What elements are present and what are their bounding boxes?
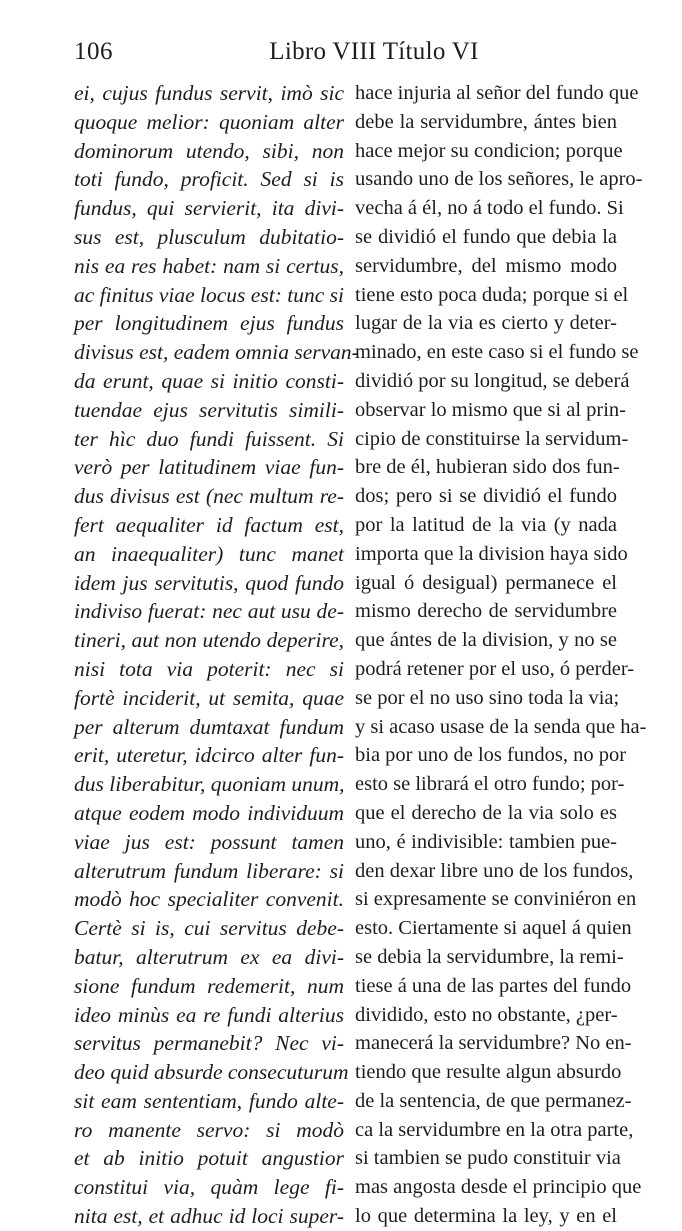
spanish-text-line: ca la servidumbre en la otra parte,	[355, 1118, 634, 1141]
spanish-text-column	[355, 79, 647, 1231]
latin-text-line: an inaequaliter) tunc manet	[74, 541, 344, 566]
spanish-text-line: servidumbre, del mismo modo	[355, 254, 617, 277]
spanish-text-line: den dexar libre uno de los fundos,	[355, 859, 634, 882]
latin-text-line: tineri, aut non utendo deperire,	[74, 628, 344, 653]
spanish-text-line: hace mejor su condicion; porque	[355, 139, 623, 162]
spanish-text-line: que ántes de la division, y no se	[355, 629, 617, 652]
spanish-text-line: mas angosta desde el principio que	[355, 1176, 642, 1199]
latin-text-line: per alterum dumtaxat fundum	[74, 714, 344, 739]
spanish-text-line: manecerá la servidumbre? No en-	[355, 1032, 632, 1055]
latin-text-line: toti fundo, proficit. Sed si is	[74, 167, 344, 192]
spanish-text-line: minado, en este caso si el fundo se	[355, 341, 639, 364]
spanish-text-line: tiese á una de las partes del fundo	[355, 974, 632, 997]
latin-text-line: dus liberabitur, quoniam unum,	[74, 772, 345, 797]
latin-text-line: dus divisus est (nec multum re-	[74, 484, 344, 509]
latin-text-line: nita est, et adhuc id loci super-	[74, 1204, 344, 1229]
spanish-text-line: esto. Ciertamente si aquel á quien	[355, 917, 632, 940]
spanish-text-line: por la latitud de la via (y nada	[355, 513, 617, 536]
spanish-text-line: cipio de constituirse la servidum-	[355, 427, 629, 450]
spanish-text-line: y si acaso usase de la senda que ha-	[355, 715, 647, 738]
spanish-text-line: de la sentencia, de que permanez-	[355, 1089, 632, 1112]
latin-text-line: verò per latitudinem viae fun-	[74, 455, 344, 480]
latin-text-line: viae jus est: possunt tamen	[74, 829, 344, 854]
page-number: 106	[74, 38, 113, 65]
latin-text-line: tuendae ejus servitutis simili-	[74, 397, 344, 422]
latin-text-line: nisi tota via poterit: nec si	[74, 656, 344, 681]
running-head	[74, 38, 634, 72]
latin-text-line: divisus est, eadem omnia servan-	[74, 340, 359, 365]
spanish-text-line: debe la servidumbre, ántes bien	[355, 110, 617, 133]
spanish-text-line: se debia la servidumbre, la remi-	[355, 945, 624, 968]
latin-text-line: erit, uteretur, idcirco alter fun-	[74, 743, 344, 768]
latin-text-line: ac finitus viae locus est: tunc si	[74, 282, 344, 307]
spanish-text-line: usando uno de los señores, le apro-	[355, 168, 643, 191]
page-header-title: Libro VIII Título VI	[269, 38, 479, 65]
spanish-text-line: si tambien se pudo constituir via	[355, 1147, 621, 1170]
latin-text-line: ei, cujus fundus servit, imò sic	[74, 81, 344, 105]
spanish-text-line: importa que la division haya sido	[355, 542, 628, 565]
spanish-text-line: lugar de la via es cierto y deter-	[355, 312, 617, 335]
latin-text-column	[74, 79, 359, 1231]
spanish-text-line: dividido, esto no obstante, ¿per-	[355, 1003, 618, 1026]
latin-text-line: sus est, plusculum dubitatio-	[74, 224, 344, 249]
latin-text-line: modò hoc specialiter convenit.	[74, 887, 344, 912]
latin-text-line: alterutrum fundum liberare: si	[74, 858, 344, 883]
latin-text-line: constitui via, quàm lege fi-	[74, 1175, 344, 1200]
spanish-text-line: mismo derecho de servidumbre	[355, 600, 617, 623]
latin-text-line: da erunt, quae si initio consti-	[74, 368, 344, 393]
latin-text-line: quoque melior: quoniam alter	[74, 109, 344, 134]
latin-text-line: nis ea res habet: nam si certus,	[74, 253, 344, 278]
latin-text-line: Certè si is, cui servitus debe-	[74, 916, 344, 941]
spanish-text-line: se dividió el fundo que debia la	[355, 225, 617, 248]
spanish-text-line: hace injuria al señor del fundo que	[355, 82, 639, 104]
latin-text-line: indiviso fuerat: nec aut usu de-	[74, 599, 344, 624]
spanish-text-line: dividió por su longitud, se deberá	[355, 369, 630, 392]
latin-text-line: ter hìc duo fundi fuissent. Si	[74, 426, 344, 451]
spanish-text-line: bia por uno de los fundos, no por	[355, 744, 627, 767]
latin-text-line: et ab initio potuit angustior	[74, 1146, 344, 1171]
spanish-text-line: que el derecho de la via solo es	[355, 801, 617, 824]
spanish-text-line: vecha á él, no á todo el fundo. Si	[355, 197, 624, 220]
latin-text-line: sit eam sententiam, fundo alte-	[74, 1088, 344, 1113]
latin-text-line: per longitudinem ejus fundus	[74, 311, 344, 336]
latin-text-line: fortè inciderit, ut semita, quae	[74, 685, 344, 710]
spanish-text-line: dos; pero si se dividió el fundo	[355, 485, 617, 508]
spanish-text-line: igual ó desigual) permanece el	[355, 571, 617, 594]
latin-text-line: servitus permanebit? Nec vi-	[74, 1031, 344, 1056]
latin-text-line: deo quid absurde consecuturum	[74, 1060, 349, 1085]
spanish-text-line: esto se librará el otro fundo; por-	[355, 773, 625, 796]
spanish-text-line: observar lo mismo que si al prin-	[355, 398, 627, 421]
spanish-text-line: lo que determina la ley, y en el	[355, 1205, 617, 1228]
spanish-text-line: podrá retener por el uso, ó perder-	[355, 657, 635, 680]
spanish-text-line: tiene esto poca duda; porque si el	[355, 283, 629, 306]
latin-text-line: idem jus servitutis, quod fundo	[74, 570, 344, 595]
spanish-text-line: tiendo que resulte algun absurdo	[355, 1061, 622, 1084]
latin-text-line: ideo minùs ea re fundi alterius	[74, 1002, 344, 1027]
spanish-text-line: se por el no uso sino toda la via;	[355, 686, 620, 709]
latin-text-line: fert aequaliter id factum est,	[74, 512, 344, 537]
latin-text-line: batur, alterutrum ex ea divi-	[74, 944, 344, 969]
latin-text-line: sione fundum redemerit, num	[74, 973, 344, 998]
spanish-text-line: uno, é indivisible: tambien pue-	[355, 830, 617, 853]
spanish-text-line: bre de él, hubieran sido dos fun-	[355, 456, 620, 479]
latin-text-line: ro manente servo: si modò	[74, 1117, 344, 1142]
latin-text-line: dominorum utendo, sibi, non	[74, 138, 344, 163]
spanish-text-line: si expresamente se conviniéron en	[355, 888, 637, 911]
latin-text-line: atque eodem modo individuum	[74, 800, 344, 825]
latin-text-line: fundus, qui servierit, ita divi-	[74, 196, 344, 221]
